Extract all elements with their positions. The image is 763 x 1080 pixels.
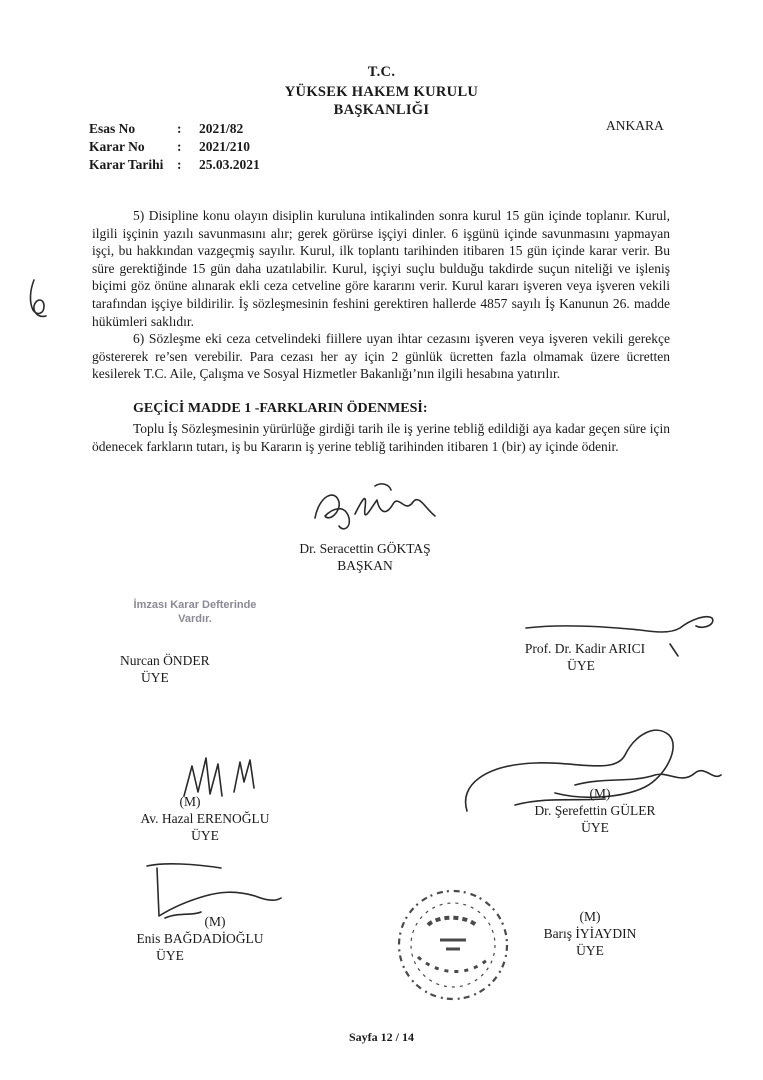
chair-name: Dr. Seracettin GÖKTAŞ — [299, 541, 431, 556]
hazal-mark: (M) — [179, 794, 201, 809]
signature-stamp-note — [115, 598, 275, 626]
esas-colon: : — [177, 121, 182, 136]
chair-block — [270, 540, 460, 574]
serefettin-role: ÜYE — [581, 820, 609, 835]
nurcan-role: ÜYE — [141, 670, 169, 685]
esas-row — [89, 121, 349, 139]
tarih-label: Karar Tarihi — [89, 157, 164, 172]
enis-mark: (M) — [204, 914, 226, 929]
case-info — [89, 121, 349, 177]
nurcan-block — [120, 652, 240, 686]
enis-name: Enis BAĞDADİOĞLU — [136, 931, 264, 946]
baris-mark: (M) — [579, 909, 601, 924]
baris-role: ÜYE — [576, 943, 604, 958]
enis-role: ÜYE — [156, 948, 184, 963]
serefettin-mark: (M) — [589, 786, 611, 801]
hazal-name: Av. Hazal ERENOĞLU — [140, 811, 270, 826]
enis-block — [110, 913, 290, 964]
tarih-colon: : — [177, 157, 182, 172]
body-text — [92, 207, 670, 383]
tarih-value: 25.03.2021 — [199, 157, 260, 172]
kadir-name: Prof. Dr. Kadir ARICI — [524, 641, 646, 656]
nurcan-name: Nurcan ÖNDER — [120, 653, 210, 668]
tarih-row — [89, 157, 349, 175]
stamp-note-line2: Vardır. — [178, 613, 212, 625]
page-number: Sayfa 12 / 14 — [348, 1030, 414, 1044]
serefettin-block — [515, 785, 675, 836]
header-tc: T.C. — [367, 64, 396, 80]
chair-signature — [305, 478, 445, 544]
section-heading: GEÇİCİ MADDE 1 -FARKLARIN ÖDENMESİ: — [133, 401, 428, 416]
hazal-role: ÜYE — [191, 828, 219, 843]
paragraph-gecici — [92, 420, 670, 455]
stamp-note-line1: İmzası Karar Defterinde — [133, 599, 257, 611]
esas-label: Esas No — [89, 121, 136, 136]
serefettin-name: Dr. Şerefettin GÜLER — [534, 803, 656, 818]
karar-colon: : — [177, 139, 182, 154]
official-seal-icon — [388, 885, 518, 1005]
karar-label: Karar No — [89, 139, 145, 154]
header-presidency: BAŞKANLIĞI — [333, 102, 430, 118]
karar-row — [89, 139, 349, 157]
paragraph-6: 6) Sözleşme eki ceza cetvelindeki fiillere uyan ihtar cezasını işveren veya işveren vekili gerekçe göstererek re’sen verebilir. Para cezası her ay için 2 günlük ücretten fazla olmamak üzere ücretten kesilerek T.C. Aile, Çalışma ve Sosyal Hizmetler Bakanlığı’nın ilgili hesabına yatırılır. — [92, 331, 670, 382]
header-institution: YÜKSEK HAKEM KURULU — [284, 84, 479, 100]
kadir-block — [510, 640, 660, 674]
hazal-block — [120, 793, 290, 844]
header-city: ANKARA — [606, 118, 664, 133]
paragraph-5: 5) Disipline konu olayın disiplin kuruluna intikalinden sonra kurul 15 gün içinde toplanır. Kurul, ilgili işçinin yazılı savunmasını alır; gerek görürse işçiyi dinler. 6 işgünü içinde savunmasını yapmayan işçi, bu hakkından vazgeçmiş sayılır. Kurul, ilk toplantı tarihinden itibaren 15 gün içinde karar verir. Bu süre gerektiğinde 15 gün daha uzatılabilir. Kurul, işçiyi suçlu bulduğu takdirde suçun niteliği ve işleniş biçimi göz önüne alınarak ekli ceza cetveline göre kararını verir. Kurul kararı işveren veya işveren vekili tarafından işçiye bildirilir. İş sözleşmesinin feshini gerektiren hallerde 4857 sayılı İş Kanunun 26. madde hükümleri saklıdır. — [92, 208, 670, 329]
karar-value: 2021/210 — [199, 139, 251, 154]
kadir-role: ÜYE — [567, 658, 595, 673]
paragraph-gecici-text: Toplu İş Sözleşmesinin yürürlüğe girdiği tarih ile iş yerine tebliğ edildiği aya kadar geçen süre için ödenecek farkların tutarı, iş bu Kararın iş yerine tebliğ tarihinden itibaren 1 (bir) ay içinde ödenir. — [92, 421, 670, 454]
chair-role: BAŞKAN — [337, 558, 393, 573]
baris-block — [525, 908, 655, 959]
baris-name: Barış İYİAYDIN — [543, 926, 637, 941]
esas-value: 2021/82 — [199, 121, 244, 136]
margin-initial-mark — [26, 276, 50, 320]
